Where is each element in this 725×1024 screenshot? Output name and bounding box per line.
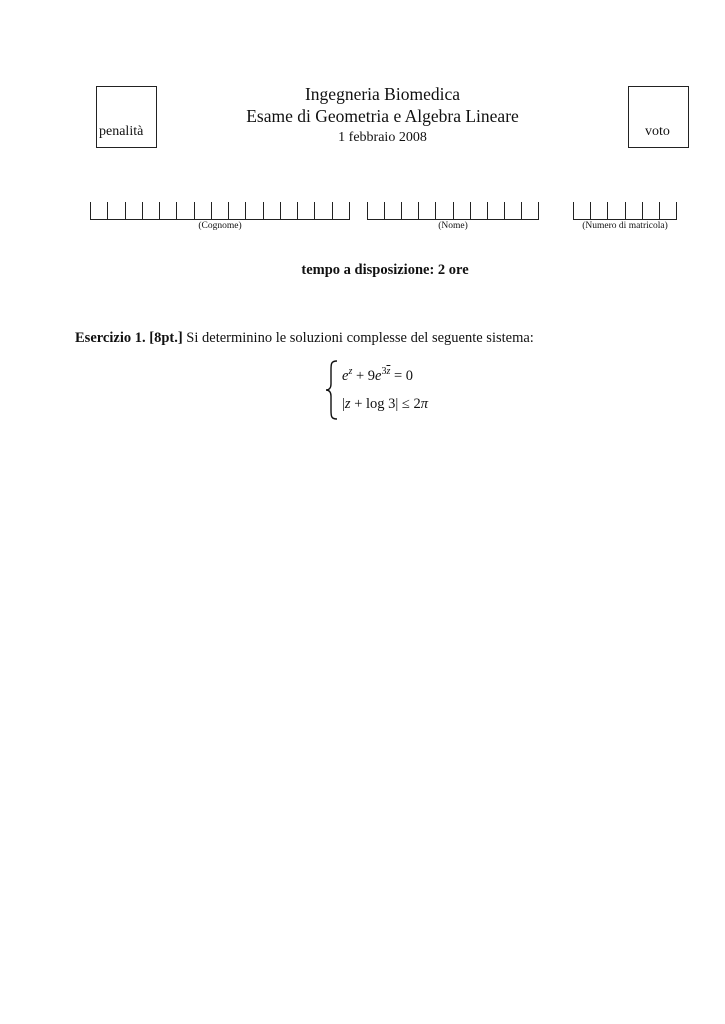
exercise-title: Esercizio 1. [75, 330, 146, 346]
cell-divider [453, 202, 454, 220]
exercise-points: [8pt.] [149, 330, 183, 346]
equation-1: $e^z + 9e^{3\overline{z}} = 0$ [342, 366, 414, 384]
cell-divider [573, 202, 574, 220]
cell-divider [297, 202, 298, 220]
cell-divider [280, 202, 281, 220]
cell-divider [263, 202, 264, 220]
time-allowed: tempo a disposizione: 2 ore [301, 262, 469, 278]
cell-divider [659, 202, 660, 220]
left-brace-icon [325, 360, 339, 420]
cell-divider [435, 202, 436, 220]
cell-divider [211, 202, 212, 220]
matricola-field[interactable] [573, 202, 677, 220]
equation-system [325, 360, 485, 420]
equation-2: |z + log 3| ≤ 2π [342, 396, 429, 412]
cell-divider [176, 202, 177, 220]
cell-divider [676, 202, 677, 220]
cell-divider [401, 202, 402, 220]
name-field[interactable] [367, 202, 539, 220]
exercise-1 [75, 330, 534, 347]
exercise-text: Si determinino le soluzioni complesse del seguente sistema: [186, 330, 534, 346]
cell-divider [228, 202, 229, 220]
cell-divider [590, 202, 591, 220]
surname-label: (Cognome) [198, 221, 242, 231]
cell-divider [470, 202, 471, 220]
cell-divider [418, 202, 419, 220]
surname-field[interactable] [90, 202, 350, 220]
cell-divider [642, 202, 643, 220]
cell-divider [159, 202, 160, 220]
cell-divider [384, 202, 385, 220]
cell-divider [142, 202, 143, 220]
cell-divider [538, 202, 539, 220]
cell-divider [625, 202, 626, 220]
grade-label: voto [645, 124, 670, 139]
cell-divider [521, 202, 522, 220]
course-title: Ingegneria Biomedica [304, 84, 460, 104]
cell-divider [504, 202, 505, 220]
cell-divider [367, 202, 368, 220]
cell-divider [487, 202, 488, 220]
name-label: (Nome) [438, 221, 468, 231]
exam-title: Esame di Geometria e Algebra Lineare [246, 106, 519, 126]
cell-divider [607, 202, 608, 220]
cell-divider [125, 202, 126, 220]
cell-divider [332, 202, 333, 220]
exam-date: 1 febbraio 2008 [338, 130, 427, 145]
penalty-label: penalità [99, 124, 144, 139]
cell-divider [90, 202, 91, 220]
cell-divider [349, 202, 350, 220]
cell-divider [194, 202, 195, 220]
cell-divider [107, 202, 108, 220]
cell-divider [314, 202, 315, 220]
matricola-label: (Numero di matricola) [582, 221, 668, 231]
cell-divider [245, 202, 246, 220]
